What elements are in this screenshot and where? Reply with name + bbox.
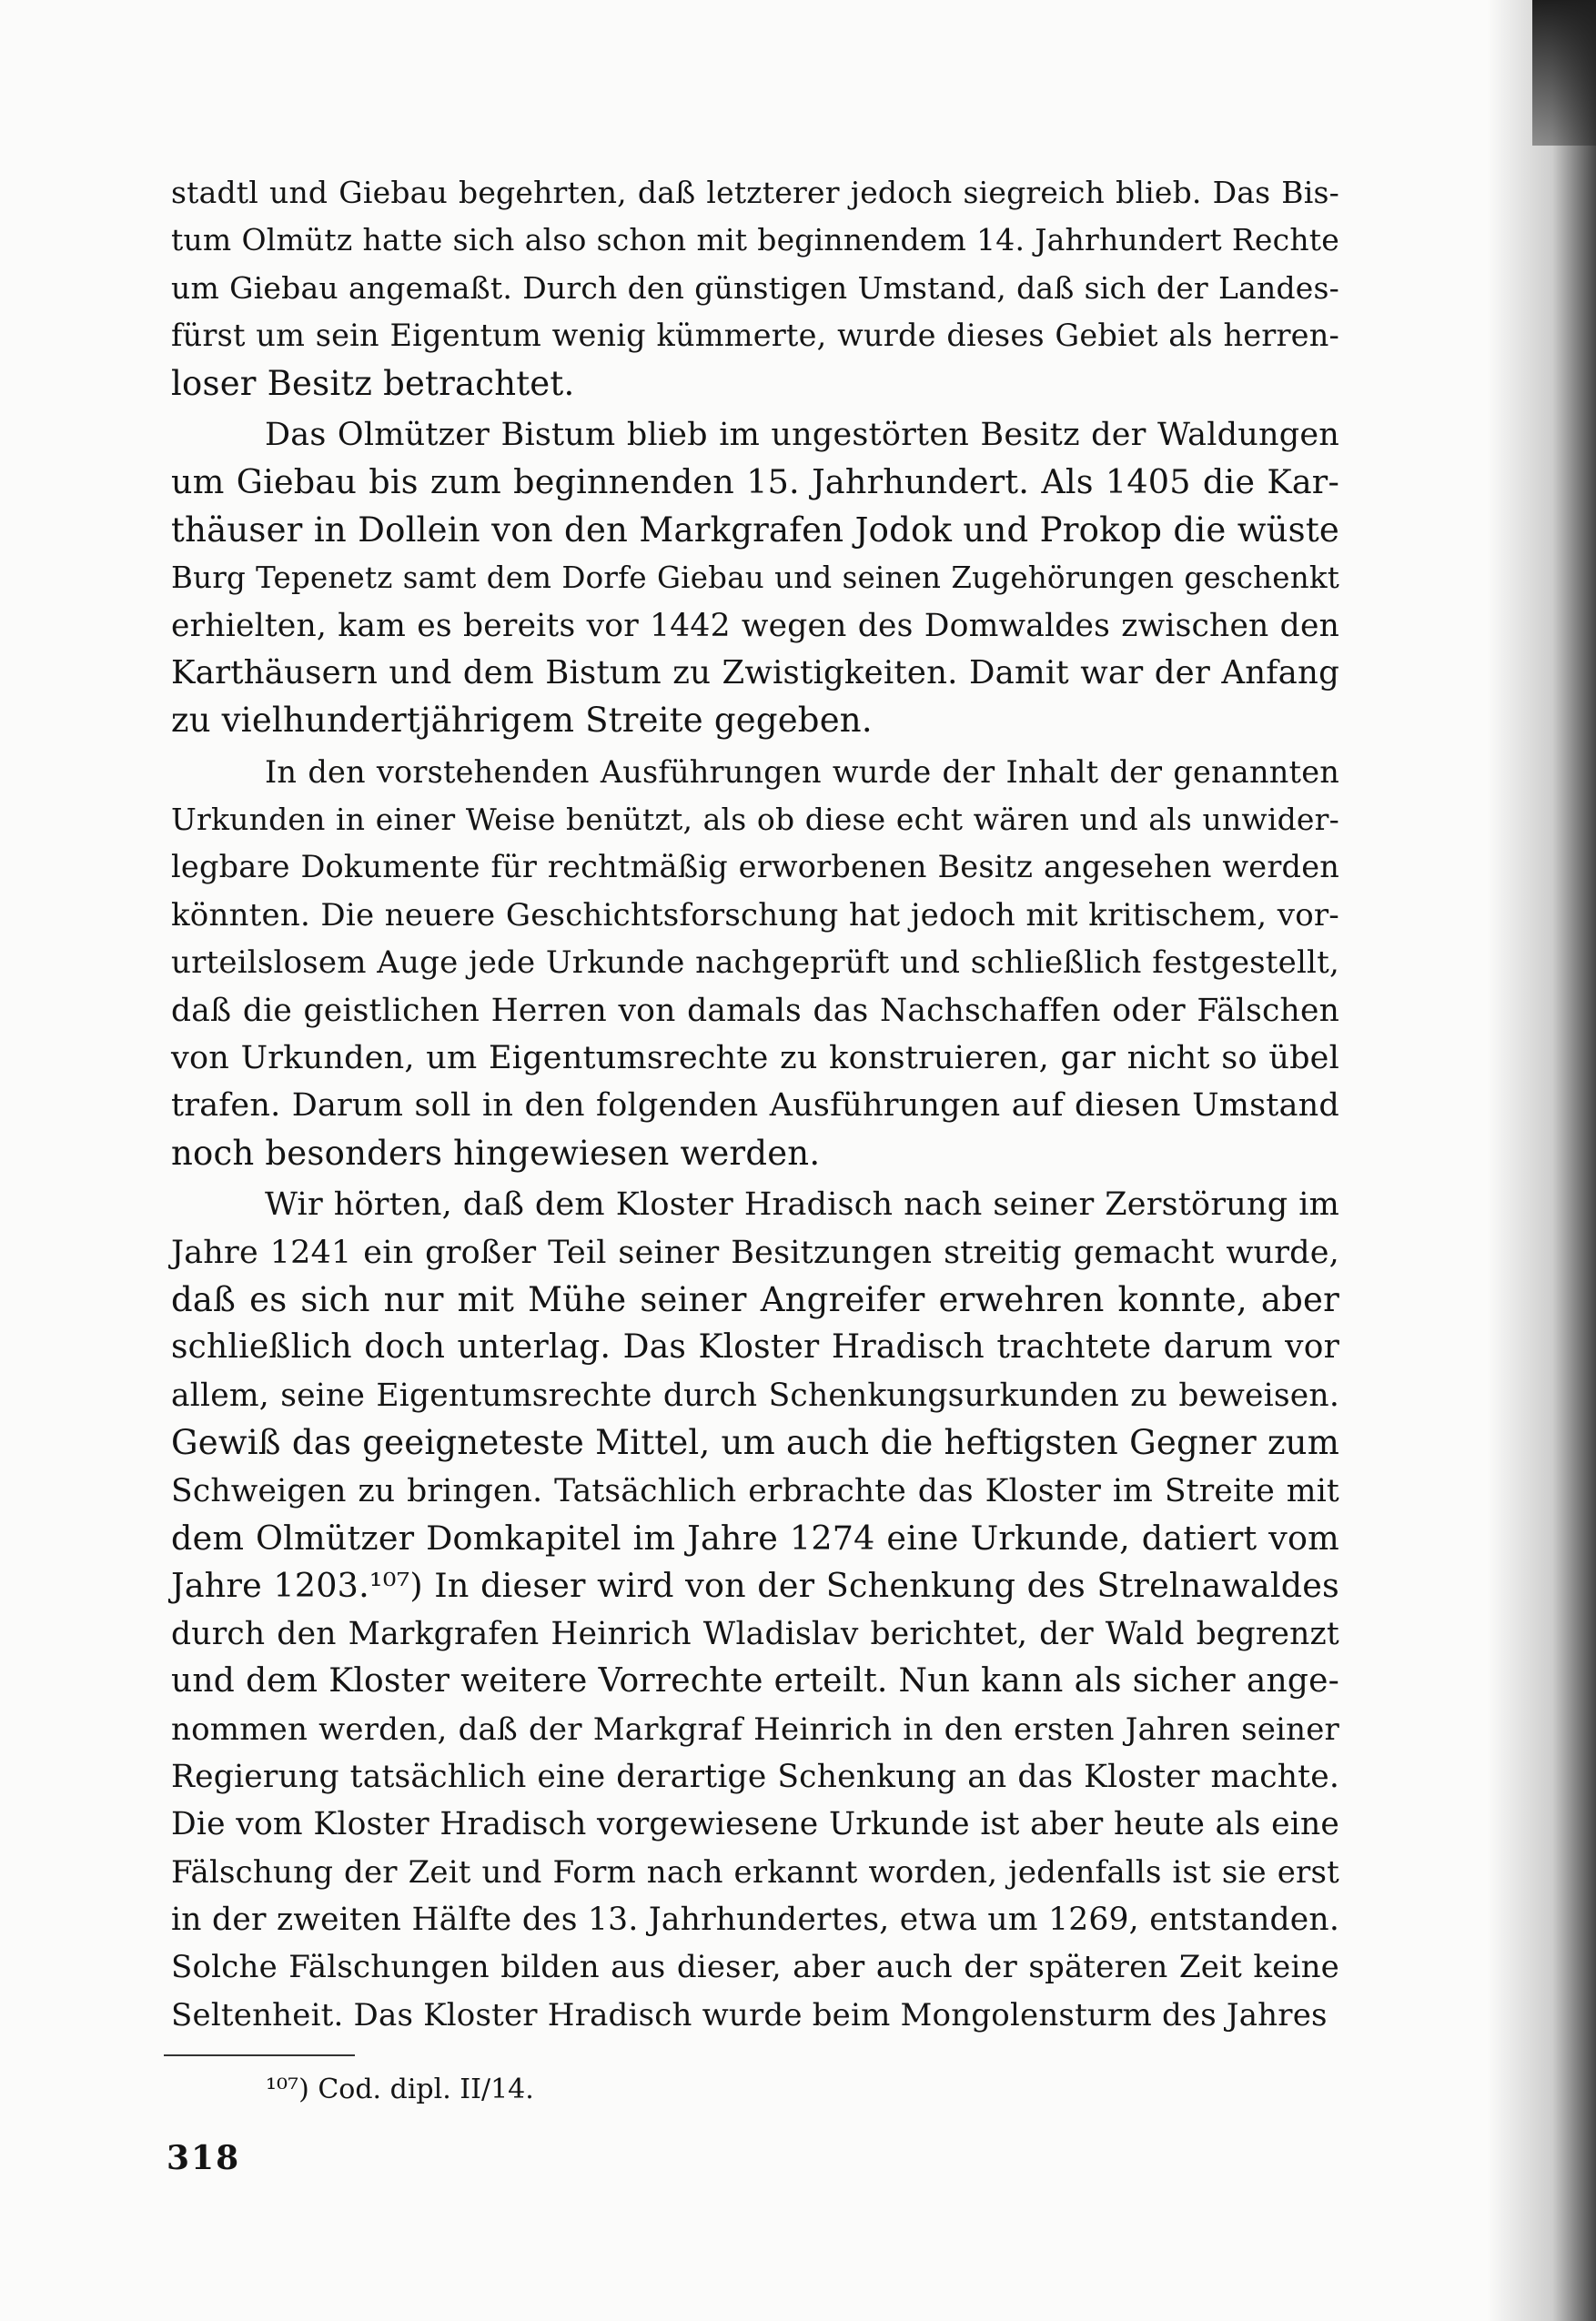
text-line: urteilslosem Auge jede Urkunde nachgeprüft und schließlich festgestellt, (171, 944, 1339, 982)
binding-shadow (1487, 0, 1596, 2321)
paragraph (171, 169, 1339, 408)
text-line: Karthäusern und dem Bistum zu Zwistigkeiten. Damit war der Anfang (171, 653, 1339, 691)
text-line: Das Olmützer Bistum blieb im ungestörten Besitz der Waldungen (265, 416, 1339, 453)
text-line: Die vom Kloster Hradisch vorgewiesene Urkunde ist aber heute als eine (171, 1806, 1339, 1843)
text-line: Jahre 1241 ein großer Teil seiner Besitzungen streitig gemacht wurde, (171, 1234, 1339, 1271)
text-line: Wir hörten, daß dem Kloster Hradisch nach seiner Zerstörung im (265, 1186, 1339, 1224)
body-text (171, 169, 1339, 2043)
text-line: Jahre 1203.¹⁰⁷) In dieser wird von der Schenkung des Strelnawaldes (171, 1566, 1339, 1606)
text-line: daß es sich nur mit Mühe seiner Angreifer erwehren konnte, aber (171, 1279, 1339, 1319)
text-line: und dem Kloster weitere Vorrechte erteilt. Nun kann als sicher ange- (171, 1662, 1339, 1700)
text-line: legbare Dokumente für rechtmäßig erworbenen Besitz angesehen werden (171, 849, 1339, 885)
paragraph (171, 1181, 1339, 2039)
text-line: daß die geistlichen Herren von damals das Nachschaffen oder Fälschen (171, 992, 1339, 1029)
text-line: Urkunden in einer Weise benützt, als ob diese echt wären und als unwider- (171, 802, 1339, 838)
page-number: 318 (167, 2139, 241, 2177)
text-line: Solche Fälschungen bilden aus dieser, aber auch der späteren Zeit keine (171, 1949, 1339, 1986)
text-line: stadtl und Giebau begehrten, daß letzterer jedoch siegreich blieb. Das Bis- (171, 175, 1339, 210)
text-line: In den vorstehenden Ausführungen wurde der Inhalt der genannten (265, 753, 1339, 790)
text-line: in der zweiten Hälfte des 13. Jahrhundertes, etwa um 1269, entstanden. (171, 1902, 1339, 1939)
text-line: erhielten, kam es bereits vor 1442 wegen des Domwaldes zwischen den (171, 607, 1339, 644)
text-line: Seltenheit. Das Kloster Hradisch wurde beim Mongolensturm des Jahres (171, 1996, 1328, 2033)
text-line: allem, seine Eigentumsrechte durch Schenkungsurkunden zu beweisen. (171, 1377, 1339, 1414)
paragraph (171, 411, 1339, 745)
text-line: thäuser in Dollein von den Markgrafen Jodok und Prokop die wüste (171, 510, 1339, 550)
text-line: trafen. Darum soll in den folgenden Ausführungen auf diesen Umstand (171, 1087, 1339, 1125)
footnote-rule (164, 2054, 355, 2056)
text-line: Gewiß das geeigneteste Mittel, um auch die heftigsten Gegner zum (171, 1423, 1339, 1463)
text-line: um Giebau angemaßt. Durch den günstigen Umstand, daß sich der Landes- (171, 269, 1339, 306)
text-line: noch besonders hingewiesen werden. (171, 1133, 821, 1173)
paragraph (171, 749, 1339, 1178)
text-line: tum Olmütz hatte sich also schon mit beginnendem 14. Jahrhundert Rechte (171, 222, 1339, 258)
text-line: nommen werden, daß der Markgraf Heinrich in den ersten Jahren seiner (171, 1710, 1339, 1748)
text-line: schließlich doch unterlag. Das Kloster Hradisch trachtete darum vor (171, 1328, 1339, 1367)
text-line: Schweigen zu bringen. Tatsächlich erbrachte das Kloster im Streite mit (171, 1472, 1339, 1509)
text-line: zu vielhundertjährigem Streite gegeben. (171, 701, 873, 741)
text-line: könnten. Die neuere Geschichtsforschung hat jedoch mit kritischem, vor- (171, 896, 1339, 933)
text-line: Fälschung der Zeit und Form nach erkannt worden, jedenfalls ist sie erst (171, 1853, 1339, 1891)
footnote: ¹⁰⁷) Cod. dipl. II/14. (266, 2074, 534, 2105)
text-line: fürst um sein Eigentum wenig kümmerte, wurde dieses Gebiet als herren- (171, 318, 1339, 354)
text-line: loser Besitz betrachtet. (171, 363, 575, 403)
text-line: Burg Tepenetz samt dem Dorfe Giebau und seinen Zugehörungen geschenkt (171, 560, 1339, 596)
corner-shadow (1532, 0, 1596, 146)
text-line: um Giebau bis zum beginnenden 15. Jahrhundert. Als 1405 die Kar- (171, 462, 1339, 502)
text-line: von Urkunden, um Eigentumsrechte zu konstruieren, gar nicht so übel (171, 1040, 1339, 1077)
text-line: durch den Markgrafen Heinrich Wladislav berichtet, der Wald begrenzt (171, 1615, 1339, 1652)
text-line: dem Olmützer Domkapitel im Jahre 1274 eine Urkunde, datiert vom (171, 1518, 1339, 1558)
text-line: Regierung tatsächlich eine derartige Schenkung an das Kloster machte. (171, 1758, 1339, 1795)
